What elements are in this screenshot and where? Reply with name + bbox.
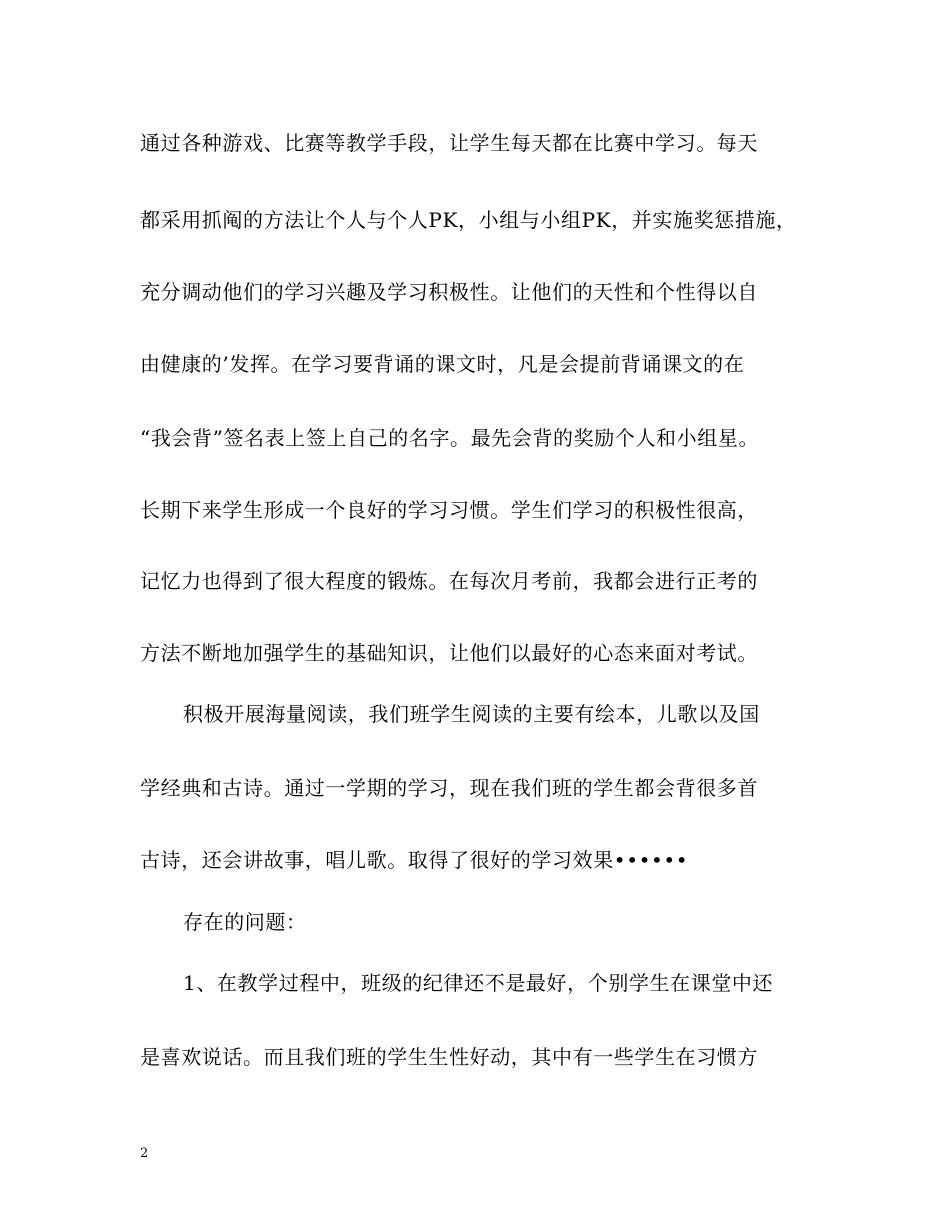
text-line: “我会背”签名表上签上自己的名字。最先会背的奖励个人和小组星。: [140, 426, 760, 450]
text-line: 通过各种游戏、比赛等教学手段，让学生每天都在比赛中学习。每天: [140, 131, 758, 155]
text-line: 长期下来学生形成一个良好的学习习惯。学生们学习的积极性很高，: [140, 498, 758, 522]
text-line: 古诗，还会讲故事，唱儿歌。取得了很好的学习效果••••••: [140, 848, 689, 872]
text-line: 充分调动他们的学习兴趣及学习积极性。让他们的天性和个性得以自: [140, 280, 758, 304]
text-line: 由健康的’发挥。在学习要背诵的课文时，凡是会提前背诵课文的在: [140, 352, 745, 376]
page-number: 2: [140, 1146, 149, 1161]
text-line: 学经典和古诗。通过一学期的学习，现在我们班的学生都会背很多首: [140, 776, 758, 800]
section-heading: 存在的问题：: [183, 910, 307, 934]
paragraph-start-line: 1、在教学过程中，班级的纪律还不是最好，个别学生在课堂中还: [183, 971, 774, 995]
text-line: 都采用抓阄的方法让个人与个人PK，小组与小组PK，并实施奖惩措施，: [140, 208, 797, 232]
text-line: 是喜欢说话。而且我们班的学生生性好动，其中有一些学生在习惯方: [140, 1045, 758, 1069]
text-line: 记忆力也得到了很大程度的锻炼。在每次月考前，我都会进行正考的: [140, 569, 758, 593]
text-line: 方法不断地加强学生的基础知识，让他们以最好的心态来面对考试。: [140, 641, 758, 665]
paragraph-start-line: 积极开展海量阅读，我们班学生阅读的主要有绘本，儿歌以及国: [183, 702, 760, 726]
